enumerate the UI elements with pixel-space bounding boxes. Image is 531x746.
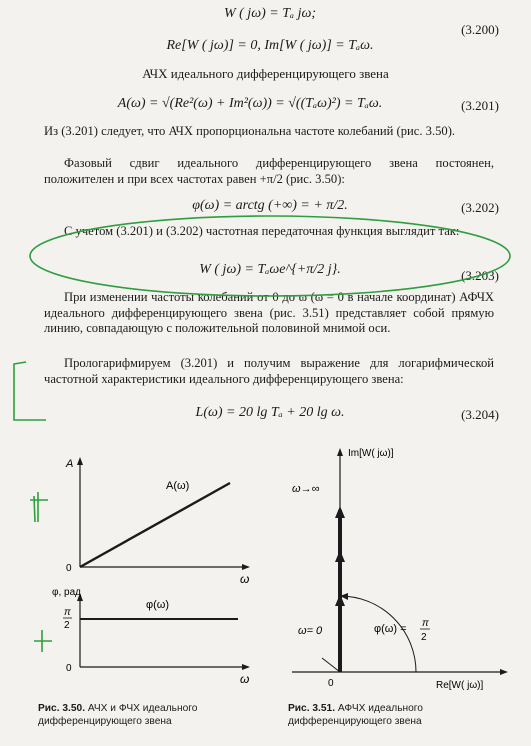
heading-ach: АЧХ идеального дифференцирующего звена: [142, 66, 389, 81]
annotation-plus-2: [34, 630, 52, 652]
equation-number: (3.201): [461, 98, 499, 113]
pi-label: π: [64, 607, 71, 618]
re-axis-arrow: [500, 669, 508, 675]
paragraph-1: Из (3.201) следует, что АЧХ пропорциональна частоте колебаний (рис. 3.50).: [44, 124, 456, 138]
equation-number: (3.204): [461, 407, 499, 422]
caption-number: Рис. 3.51.: [288, 703, 336, 714]
re-axis-label: Re[W( jω)]: [436, 680, 484, 691]
origin-pointer: [322, 658, 340, 672]
paragraph-4: При изменении частоты колебаний от 0 до ω (ω = 0 в начале координат) АФЧХ идеального дифференцирующего звена (рис. 3.51) представляет собой прямую линию, совпадающую с положительной половиной мнимой оси.: [44, 290, 494, 335]
omega-zero-label: ω= 0: [298, 625, 323, 637]
equation-number: (3.202): [461, 200, 499, 215]
equation-text: W ( jω) = Tₐ jω;: [223, 6, 317, 21]
afchh-arrow: [335, 550, 345, 562]
equation-number: (3.203): [461, 268, 499, 283]
zero-label: 0: [66, 663, 72, 674]
annotation-plus-1: [30, 492, 48, 522]
annotation-bracket: [14, 362, 46, 420]
a-axis-label: A: [66, 458, 74, 470]
equation-text: L(ω) = 20 lg Tₐ + 20 lg ω.: [195, 405, 345, 420]
omega-infinity-label: ω→∞: [292, 483, 320, 495]
caption-figure-3-51: [288, 703, 498, 728]
caption-text: АФЧХ идеального дифференцирующего звена: [288, 703, 423, 727]
caption-text: АЧХ и ФЧХ идеального дифференцирующего звена: [38, 703, 198, 727]
two-label: 2: [64, 620, 70, 631]
omega-label: ω: [240, 572, 250, 586]
paragraph-5: Прологарифмируем (3.201) и получим выражение для логарифмической частотной характеристики идеального дифференцирующего звена:: [44, 356, 494, 386]
equation-text: A(ω) = √(Re²(ω) + Im²(ω)) = √((Tₐω)²) = Tₐω.: [117, 96, 383, 111]
two-label: 2: [421, 632, 427, 643]
equation-text: Re[W ( jω)] = 0, Im[W ( jω)] = Tₐω.: [166, 38, 374, 53]
a-curve-label: A(ω): [166, 480, 190, 492]
annotation-ellipse: [30, 216, 510, 296]
phi-curve-label: φ(ω): [146, 599, 170, 611]
paragraph-3: С учетом (3.201) и (3.202) частотная передаточная функция выглядит так:: [64, 224, 460, 238]
pi-label: π: [422, 618, 429, 629]
a-axis-arrow: [77, 457, 83, 465]
equation-number: (3.200): [461, 22, 499, 37]
a-curve-line: [80, 483, 230, 567]
im-axis-arrow: [337, 448, 343, 456]
phi-axis-label: φ, рад: [52, 587, 81, 598]
omega-label: ω: [240, 672, 250, 686]
im-axis-label: Im[W( jω)]: [348, 448, 394, 459]
phi-value-label: φ(ω) =: [374, 623, 407, 635]
figure-3-50: [52, 455, 258, 695]
afchh-arrow: [335, 506, 345, 518]
figure-3-51: [262, 440, 512, 690]
zero-label: 0: [66, 563, 72, 574]
equation-text: φ(ω) = arctg (+∞) = + π/2.: [192, 198, 348, 213]
caption-number: Рис. 3.50.: [38, 703, 86, 714]
caption-figure-3-50: [38, 703, 258, 728]
omega-axis-arrow: [242, 564, 250, 570]
paragraph-2: Фазовый сдвиг идеального дифференцирующего звена постоянен, положителен и при всех частотах равен +π/2 (рис. 3.50):: [44, 156, 494, 186]
equation-text: W ( jω) = Tₐωe^{+π/2 j}.: [199, 262, 341, 277]
origin-label: 0: [328, 678, 334, 689]
omega-axis-arrow: [242, 664, 250, 670]
